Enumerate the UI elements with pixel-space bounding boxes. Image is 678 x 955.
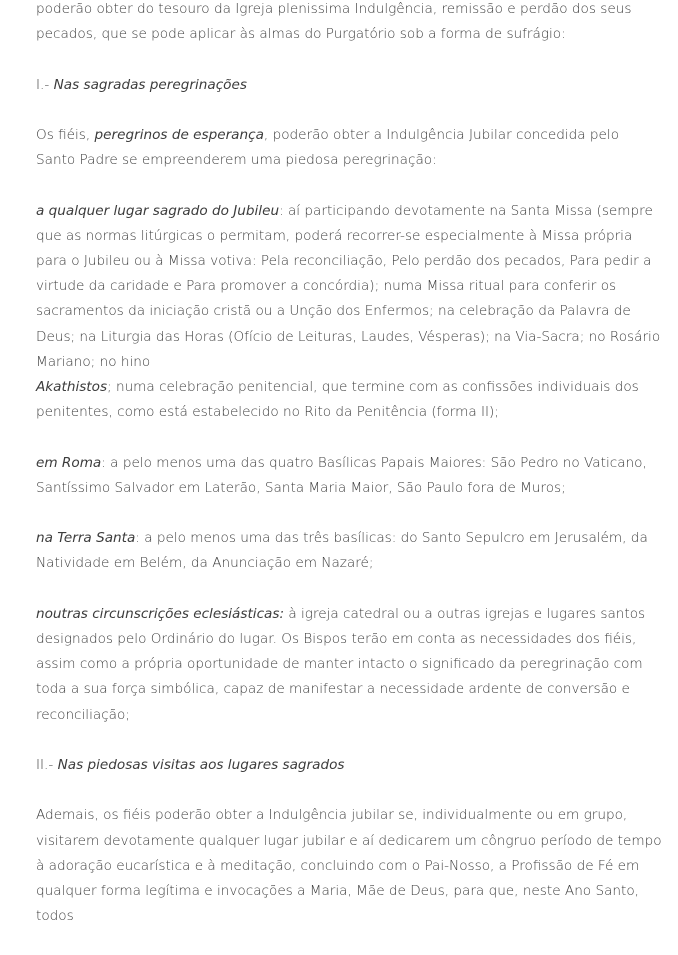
rome-emphasis: em Roma <box>36 454 102 471</box>
section-heading-visits <box>36 753 662 778</box>
rome-text: : a pelo menos uma das quatro Basílicas Papais Maiores: São Pedro no Vaticano, Santíssimo Salvador em Laterão, Santa Maria Maior, São Paulo fora de Muros; <box>36 454 647 496</box>
jubilee-place-paragraph <box>36 199 662 426</box>
akathistos-emphasis: Akathistos <box>36 379 108 395</box>
other-circumscriptions-emphasis: noutras circunscrições eclesiásticas: <box>36 605 285 622</box>
intro-paragraph <box>36 0 662 47</box>
jubilee-place-emphasis: a qualquer lugar sagrado do Jubileu <box>36 202 280 219</box>
section-number: I.- <box>36 76 50 93</box>
pilgrims-start: Os fiéis, <box>36 126 91 143</box>
visits-text: Ademais, os fiéis poderão obter a Indulgência jubilar se, individualmente ou em grupo, visitarem devotamente qualquer lugar jubilar e aí dedicarem um côngruo período de tempo à adoração eucarística e à meditação, concluindo com o Pai-Nosso, a Profissão de Fé em qualquer forma legítima e invocações a Maria, Mãe de Deus, para que, neste Ano Santo, todos <box>36 807 662 925</box>
section-title: Nas sagradas peregrinações <box>53 76 247 93</box>
other-circumscriptions-text: à igreja catedral ou a outras igrejas e lugares santos designados pelo Ordinário do lugar. Os Bispos terão em conta as necessidades dos fiéis, assim como a própria oportunidade de manter intacto o significado da peregrinação com toda a sua força simbólica, capaz de manifestar a necessidade ardente de conversão e reconciliação; <box>36 605 646 723</box>
holy-land-emphasis: na Terra Santa <box>36 530 136 547</box>
page-scrollbar[interactable] <box>664 0 678 875</box>
pilgrims-rest: , poderão obter a Indulgência Jubilar concedida pelo Santo Padre se empreenderem uma piedosa peregrinação: <box>36 126 620 169</box>
pilgrims-emphasis: peregrinos de esperança <box>94 126 264 143</box>
section-title: Nas piedosas visitas aos lugares sagrados <box>57 756 345 773</box>
pilgrims-paragraph <box>36 123 662 173</box>
section-number: II.- <box>36 756 54 773</box>
other-circumscriptions-paragraph <box>36 602 662 728</box>
jubilee-place-text2: ; numa celebração penitencial, que termine com as confissões individuais dos penitentes, como está estabelecido no Rito da Penitência (forma II); <box>36 379 639 421</box>
jubilee-place-text: : aí participando devotamente na Santa Missa (sempre que as normas litúrgicas o permitam, poderá recorrer-se especialmente à Missa própria para o Jubileu ou à Missa votiva: Pela reconciliação, Pelo perdão dos pecados, Para pedir a virtude da caridade e Para promover a concórdia); numa Missa ritual para conferir os sacramentos da iniciação cristã ou a Unção dos Enfermos; na celebração da Palavra de Deus; na Liturgia das Horas (Ofício de Leituras, Laudes, Vésperas); na Via-Sacra; no Rosário Mariano; no hino <box>36 202 661 370</box>
holy-land-paragraph <box>36 526 662 576</box>
intro-text: poderão obter do tesouro da Igreja plenissima Indulgência, remissão e perdão dos seus pecados, que se pode aplicar às almas do Purgatório sob a forma de sufrágio: <box>36 1 632 43</box>
holy-land-text: : a pelo menos uma das três basílicas: do Santo Sepulcro em Jerusalém, da Natividade em Belém, da Anunciação em Nazaré; <box>36 530 648 572</box>
visits-paragraph <box>36 803 662 929</box>
document-body <box>36 0 662 955</box>
rome-paragraph <box>36 451 662 501</box>
section-heading-pilgrimages <box>36 73 662 98</box>
